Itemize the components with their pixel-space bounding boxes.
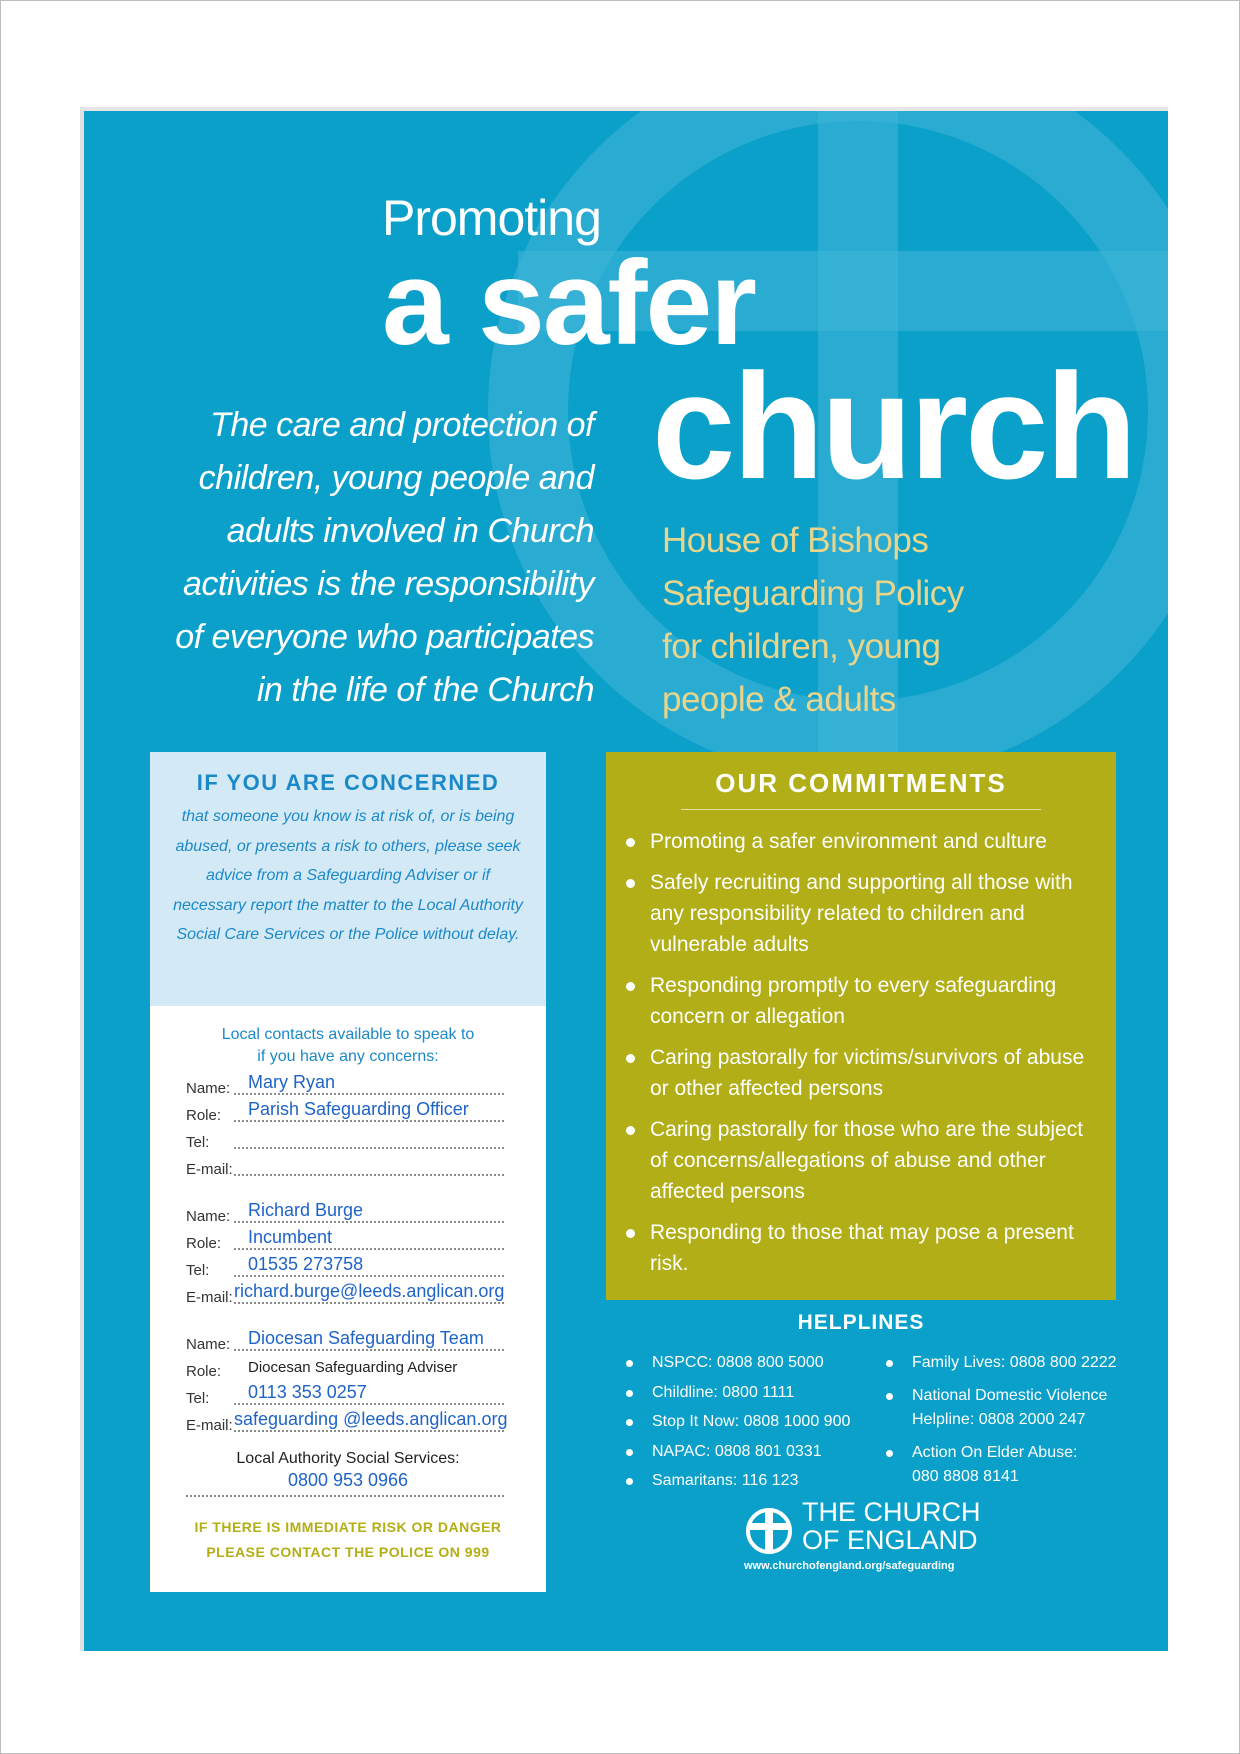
safeguarding-url-link[interactable]: www.churchofengland.org/safeguarding bbox=[744, 1560, 955, 1572]
role-label: Role: bbox=[186, 1107, 222, 1124]
contact-row-role bbox=[186, 1355, 504, 1382]
dotted-line bbox=[234, 1275, 504, 1277]
contact-role-value: Incumbent bbox=[248, 1227, 333, 1247]
dotted-line bbox=[234, 1349, 504, 1351]
policy-line: House of Bishops bbox=[662, 521, 929, 560]
email-label: E-mail: bbox=[186, 1417, 233, 1434]
local-authority-heading: Local Authority Social Services: bbox=[236, 1450, 460, 1467]
contact-name-value: Mary Ryan bbox=[248, 1072, 336, 1092]
name-label: Name: bbox=[186, 1208, 231, 1225]
helpline-item[interactable] bbox=[624, 1351, 874, 1376]
contact-row-name bbox=[186, 1328, 504, 1355]
contact-group-3 bbox=[186, 1328, 546, 1436]
concern-text: that someone you know is at risk of, or is being abused, or presents a risk to others, please seek advice from a Safeguarding Adviser or if necessary report the matter to the Local Authority Social Care Services or the Police without delay. bbox=[173, 808, 523, 943]
dotted-line bbox=[234, 1248, 504, 1250]
helpline-item[interactable] bbox=[884, 1384, 1134, 1433]
danger-notice bbox=[150, 1515, 546, 1565]
contact-name-value: Richard Burge bbox=[248, 1200, 364, 1220]
contact-row-name bbox=[186, 1072, 504, 1099]
role-label: Role: bbox=[186, 1235, 222, 1252]
dotted-line bbox=[186, 1495, 504, 1497]
policy-line: for children, young bbox=[662, 627, 941, 666]
concern-panel bbox=[150, 752, 546, 1006]
commitment-item: Caring pastorally for those who are the subject of concerns/allegations of abuse and other affected persons bbox=[648, 1114, 1096, 1207]
contact-group-1 bbox=[186, 1072, 546, 1180]
title-a-safer: a safer bbox=[382, 236, 755, 370]
title-promoting: Promoting bbox=[382, 190, 601, 246]
dotted-line bbox=[234, 1430, 504, 1432]
helpline-item[interactable] bbox=[884, 1351, 1134, 1376]
contact-tel-value[interactable]: 01535 273758 bbox=[248, 1254, 364, 1274]
contact-row-email bbox=[186, 1153, 504, 1180]
contact-row-role bbox=[186, 1099, 504, 1126]
contact-row-tel bbox=[186, 1382, 504, 1409]
tagline-line: activities is the responsibility bbox=[182, 565, 594, 603]
contact-row-name bbox=[186, 1200, 504, 1227]
commitments-divider bbox=[681, 809, 1041, 810]
contacts-intro bbox=[150, 1024, 546, 1068]
helpline-text: Family Lives: 0808 800 2222 bbox=[912, 1354, 1117, 1371]
title-church: church bbox=[652, 342, 1135, 510]
contact-role-value: Diocesan Safeguarding Adviser bbox=[248, 1359, 458, 1376]
tagline-line: children, young people and bbox=[198, 459, 594, 497]
danger-line: IF THERE IS IMMEDIATE RISK OR DANGER bbox=[194, 1519, 502, 1535]
tagline-line: in the life of the Church bbox=[256, 671, 594, 709]
helpline-text: NSPCC: 0808 800 5000 bbox=[652, 1354, 824, 1371]
commitment-item: Responding promptly to every safeguarding concern or allegation bbox=[648, 970, 1096, 1032]
commitment-item: Responding to those that may pose a present risk. bbox=[648, 1217, 1096, 1279]
concern-heading: IF YOU ARE CONCERNED bbox=[196, 770, 500, 795]
commitment-item: Safely recruiting and supporting all those with any responsibility related to children and vulnerable adults bbox=[648, 867, 1096, 960]
name-label: Name: bbox=[186, 1080, 231, 1097]
helpline-text: Samaritans: 116 123 bbox=[652, 1472, 799, 1489]
poster bbox=[80, 107, 1168, 1651]
dotted-line bbox=[234, 1147, 504, 1149]
tagline-line: of everyone who participates bbox=[175, 618, 594, 656]
tagline-line: The care and protection of bbox=[210, 406, 594, 444]
helpline-item[interactable] bbox=[624, 1381, 874, 1406]
dotted-line bbox=[234, 1403, 504, 1405]
helpline-item[interactable] bbox=[624, 1410, 874, 1435]
dotted-line bbox=[234, 1120, 504, 1122]
contact-row-tel bbox=[186, 1254, 504, 1281]
helplines-heading: HELPLINES bbox=[797, 1311, 925, 1334]
helplines-list-left bbox=[624, 1351, 874, 1499]
contact-group-2 bbox=[186, 1200, 546, 1308]
contact-name-value: Diocesan Safeguarding Team bbox=[248, 1328, 484, 1348]
tel-label: Tel: bbox=[186, 1134, 210, 1151]
church-of-england-name: THE CHURCH OF ENGLAND bbox=[802, 1497, 981, 1555]
contact-row-tel bbox=[186, 1126, 504, 1153]
role-label: Role: bbox=[186, 1363, 222, 1380]
policy-line: people & adults bbox=[662, 680, 896, 719]
dotted-line bbox=[234, 1093, 504, 1095]
church-of-england-logo bbox=[744, 1496, 1004, 1576]
local-authority-number[interactable]: 0800 953 0966 bbox=[287, 1470, 409, 1490]
helpline-item[interactable] bbox=[624, 1440, 874, 1465]
contact-role-value: Parish Safeguarding Officer bbox=[248, 1099, 469, 1119]
helpline-text: Action On Elder Abuse: 080 8808 8141 bbox=[912, 1443, 1078, 1485]
tagline-line: adults involved in Church bbox=[226, 512, 594, 550]
contacts-intro-line: if you have any concerns: bbox=[257, 1048, 439, 1065]
helpline-item[interactable] bbox=[884, 1441, 1134, 1490]
helpline-text: National Domestic Violence Helpline: 0808 2000 247 bbox=[912, 1386, 1108, 1428]
dotted-line bbox=[234, 1174, 504, 1176]
helpline-text: Stop It Now: 0808 1000 900 bbox=[652, 1413, 851, 1430]
tel-label: Tel: bbox=[186, 1390, 210, 1407]
dotted-line bbox=[234, 1302, 504, 1304]
helpline-item[interactable] bbox=[624, 1469, 874, 1494]
contact-tel-value[interactable]: 0113 353 0257 bbox=[248, 1382, 367, 1402]
commitment-item: Caring pastorally for victims/survivors of abuse or other affected persons bbox=[648, 1042, 1096, 1104]
tagline bbox=[124, 399, 594, 717]
helpline-text: NAPAC: 0808 801 0331 bbox=[652, 1442, 822, 1460]
contact-row-email bbox=[186, 1409, 508, 1436]
contact-email-link[interactable]: safeguarding @leeds.anglican.org bbox=[234, 1409, 508, 1429]
helpline-text: Childline: 0800 1111 bbox=[652, 1383, 795, 1401]
commitment-item: Promoting a safer environment and culture bbox=[648, 826, 1096, 857]
church-of-england-emblem-icon bbox=[744, 1506, 794, 1556]
concern-box bbox=[150, 752, 546, 1592]
email-label: E-mail: bbox=[186, 1161, 233, 1178]
contacts-intro-line: Local contacts available to speak to bbox=[221, 1026, 475, 1043]
email-label: E-mail: bbox=[186, 1289, 233, 1306]
helplines-list-right bbox=[884, 1351, 1134, 1498]
commitments-heading: OUR COMMITMENTS bbox=[715, 768, 1007, 798]
contact-row-email bbox=[186, 1281, 504, 1308]
name-label: Name: bbox=[186, 1336, 231, 1353]
policy-subtitle bbox=[662, 514, 1102, 726]
tel-label: Tel: bbox=[186, 1262, 210, 1279]
dotted-line bbox=[234, 1221, 504, 1223]
spacer bbox=[150, 1308, 546, 1324]
policy-line: Safeguarding Policy bbox=[662, 574, 964, 613]
danger-line: PLEASE CONTACT THE POLICE ON 999 bbox=[206, 1544, 490, 1560]
spacer bbox=[150, 1180, 546, 1196]
contact-row-role bbox=[186, 1227, 504, 1254]
contact-email-link[interactable]: richard.burge@leeds.anglican.org bbox=[234, 1281, 505, 1301]
commitments-box bbox=[606, 752, 1116, 1300]
commitments-list bbox=[606, 826, 1116, 1279]
